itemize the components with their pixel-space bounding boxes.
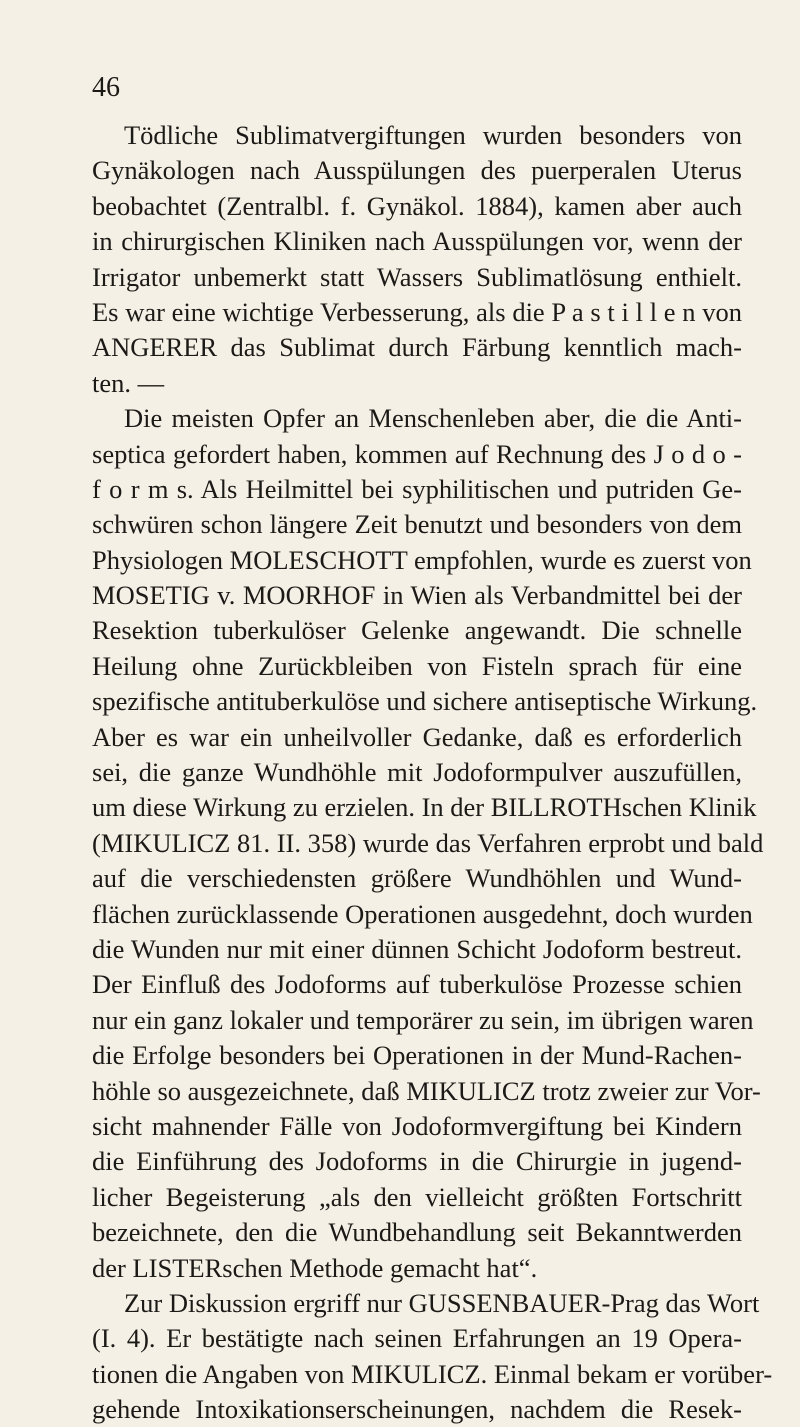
- text-line: Tödliche Sublimatvergiftungen wurden besonders von: [124, 120, 742, 150]
- text-line: ten. —: [92, 367, 165, 398]
- text-line: (I. 4). Er bestätigte nach seinen Erfahrungen an 19 Opera-: [92, 1323, 742, 1354]
- text-line: gehende Intoxikationserscheinungen, nachdem die Resek-: [92, 1394, 742, 1425]
- text-line: die Einführung des Jodoforms in die Chirurgie in jugend-: [92, 1146, 742, 1177]
- text-line: spezifische antituberkulöse und sichere antiseptische Wirkung.: [92, 686, 758, 717]
- text-line: ANGERER das Sublimat durch Färbung kenntlich mach-: [92, 332, 742, 363]
- body-text: [92, 118, 773, 1427]
- text-line: MOSETIG v. MOORHOF in Wien als Verbandmittel bei der: [92, 580, 742, 611]
- text-line: in chirurgischen Kliniken nach Ausspülungen vor, wenn der: [92, 226, 742, 257]
- text-line: auf die verschiedensten größere Wundhöhlen und Wund-: [92, 863, 742, 894]
- text-line: sicht mahnender Fälle von Jodoformvergiftung bei Kindern: [92, 1110, 742, 1141]
- text-line: Zur Diskussion ergriff nur GUSSENBAUER-Prag das Wort: [124, 1287, 760, 1318]
- text-line: Aber es war ein unheilvoller Gedanke, daß es erforderlich: [92, 721, 742, 752]
- text-line: sei, die ganze Wundhöhle mit Jodoformpulver auszufüllen,: [92, 757, 742, 788]
- text-line: die Wunden nur mit einer dünnen Schicht Jodoform bestreut.: [92, 933, 742, 964]
- text-line: tionen die Angaben von MIKULICZ. Einmal bekam er vorüber-: [92, 1358, 773, 1389]
- text-line: septica gefordert haben, kommen auf Rechnung des J o d o -: [92, 438, 742, 469]
- text-line: Die meisten Opfer an Menschenleben aber, die die Anti-: [124, 403, 742, 434]
- text-line: schwüren schon längere Zeit benutzt und besonders von dem: [92, 509, 742, 540]
- text-line: höhle so ausgezeichnete, daß MIKULICZ trotz zweier zur Vor-: [92, 1075, 761, 1106]
- text-line: Irrigator unbemerkt statt Wassers Sublimatlösung enthielt.: [92, 261, 742, 292]
- text-line: der LISTERschen Methode gemacht hat“.: [92, 1252, 538, 1283]
- text-line: licher Begeisterung „als den vielleicht größten Fortschritt: [92, 1181, 742, 1212]
- text-line: beobachtet (Zentralbl. f. Gynäkol. 1884), kamen aber auch: [92, 190, 742, 221]
- text-line: die Erfolge besonders bei Operationen in der Mund-Rachen-: [92, 1040, 742, 1071]
- text-line: Heilung ohne Zurückbleiben von Fisteln sprach für eine: [92, 650, 742, 681]
- text-line: (MIKULICZ 81. II. 358) wurde das Verfahren erprobt und bald: [92, 827, 764, 858]
- text-line: um diese Wirkung zu erzielen. In der BILLROTHschen Klinik: [92, 792, 757, 823]
- text-line: Der Einfluß des Jodoforms auf tuberkulöse Prozesse schien: [92, 969, 742, 1000]
- text-line: Resektion tuberkulöser Gelenke angewandt. Die schnelle: [92, 615, 742, 646]
- text-line: f o r m s. Als Heilmittel bei syphilitischen und putriden Ge-: [92, 473, 742, 504]
- text-line: Gynäkologen nach Ausspülungen des puerperalen Uterus: [92, 155, 742, 186]
- page-number: 46: [92, 72, 120, 103]
- text-line: bezeichnete, den die Wundbehandlung seit Bekanntwerden: [92, 1217, 742, 1248]
- text-line: nur ein ganz lokaler und temporärer zu sein, im übrigen waren: [92, 1004, 754, 1035]
- text-line: Physiologen MOLESCHOTT empfohlen, wurde es zuerst von: [92, 544, 752, 575]
- text-line: flächen zurücklassende Operationen ausgedehnt, doch wurden: [92, 898, 753, 929]
- text-line: Es war eine wichtige Verbesserung, als die P a s t i l l e n von: [92, 296, 742, 327]
